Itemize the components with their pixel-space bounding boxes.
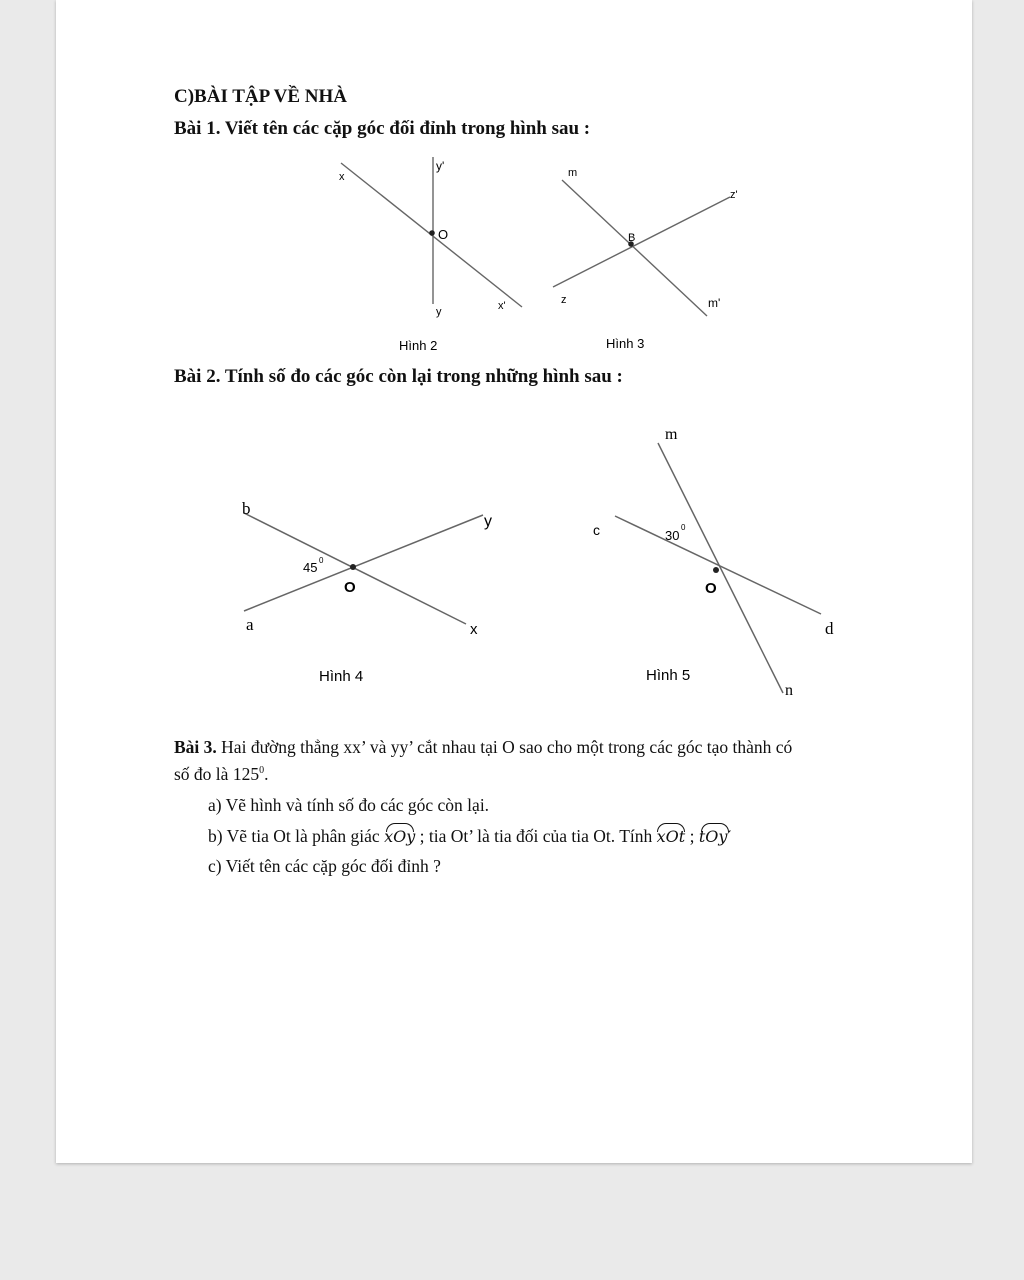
label-n: n [785, 682, 793, 699]
label-y: y [484, 513, 492, 530]
line-zz-prime [553, 197, 730, 287]
bai3-text-line1: Hai đường thẳng xx’ và yy’ cắt nhau tại O sao cho một trong các góc tạo thành có [216, 737, 793, 757]
point-o [713, 567, 719, 573]
angle-xot: xOt [656, 827, 686, 846]
caption-hinh-4: Hình 4 [319, 668, 364, 685]
bai3-line2-suffix: . [264, 764, 269, 784]
bai3-label: Bài 3. [174, 737, 217, 757]
label-y: y [436, 306, 442, 318]
bai3-line2 [174, 764, 268, 785]
label-o: O [344, 579, 356, 596]
point-o [429, 230, 435, 236]
label-o: O [705, 580, 717, 597]
bai2-heading: Bài 2. Tính số đo các góc còn lại trong những hình sau : [174, 366, 623, 387]
figures [56, 0, 972, 1163]
label-m: m [665, 426, 678, 443]
label-angle-30-degree: 0 [681, 523, 686, 532]
bai3-item-c: c) Viết tên các cặp góc đối đỉnh ? [208, 856, 441, 876]
line-mm-prime [562, 180, 707, 316]
point-o [350, 564, 356, 570]
bai3-line2-prefix: số đo là 125 [174, 764, 260, 784]
bai3-item-b-prefix: b) Vẽ tia Ot là phân giác [208, 826, 385, 846]
label-x: x [470, 621, 478, 638]
caption-hinh-5: Hình 5 [646, 667, 691, 684]
caption-hinh-3: Hình 3 [606, 336, 645, 351]
document-page [56, 0, 972, 1163]
caption-hinh-2: Hình 2 [399, 338, 438, 353]
figure-hinh-2 [339, 157, 522, 353]
label-z-prime: z' [730, 189, 738, 201]
label-a: a [246, 615, 254, 634]
figure-hinh-4 [242, 499, 492, 685]
figure-hinh-5 [593, 426, 834, 699]
bai3-line1 [174, 737, 792, 758]
label-b: b [242, 499, 251, 518]
label-x: x [339, 171, 345, 183]
bai3-item-b-sep: ; [685, 826, 699, 846]
label-z: z [561, 294, 567, 306]
label-c: c [593, 522, 600, 538]
label-o: O [438, 227, 449, 242]
figure-hinh-3 [553, 167, 738, 351]
angle-toy-prime: tOy′ [698, 827, 732, 846]
bai1-heading: Bài 1. Viết tên các cặp góc đối đỉnh trong hình sau : [174, 118, 591, 139]
label-b: B [628, 232, 636, 244]
bai3-item-b [208, 826, 731, 847]
bai3-degree: 0 [259, 765, 265, 777]
line-cd [615, 516, 821, 614]
label-y-prime: y' [436, 159, 445, 173]
label-m: m [568, 167, 578, 179]
bai3-item-a: a) Vẽ hình và tính số đo các góc còn lại. [208, 795, 490, 815]
section-title: C)BÀI TẬP VỀ NHÀ [174, 86, 347, 107]
label-d: d [825, 619, 834, 638]
label-x-prime: x' [498, 300, 506, 312]
label-angle-45: 45 [303, 560, 318, 575]
line-ay [244, 515, 483, 611]
angle-xoy: xOy [384, 827, 416, 846]
label-angle-30: 30 [665, 528, 680, 543]
label-angle-45-degree: 0 [319, 556, 324, 565]
line-mn [658, 443, 783, 693]
label-m-prime: m' [708, 296, 721, 310]
bai3-item-b-middle: ; tia Ot’ là tia đối của tia Ot. Tính [415, 826, 657, 846]
